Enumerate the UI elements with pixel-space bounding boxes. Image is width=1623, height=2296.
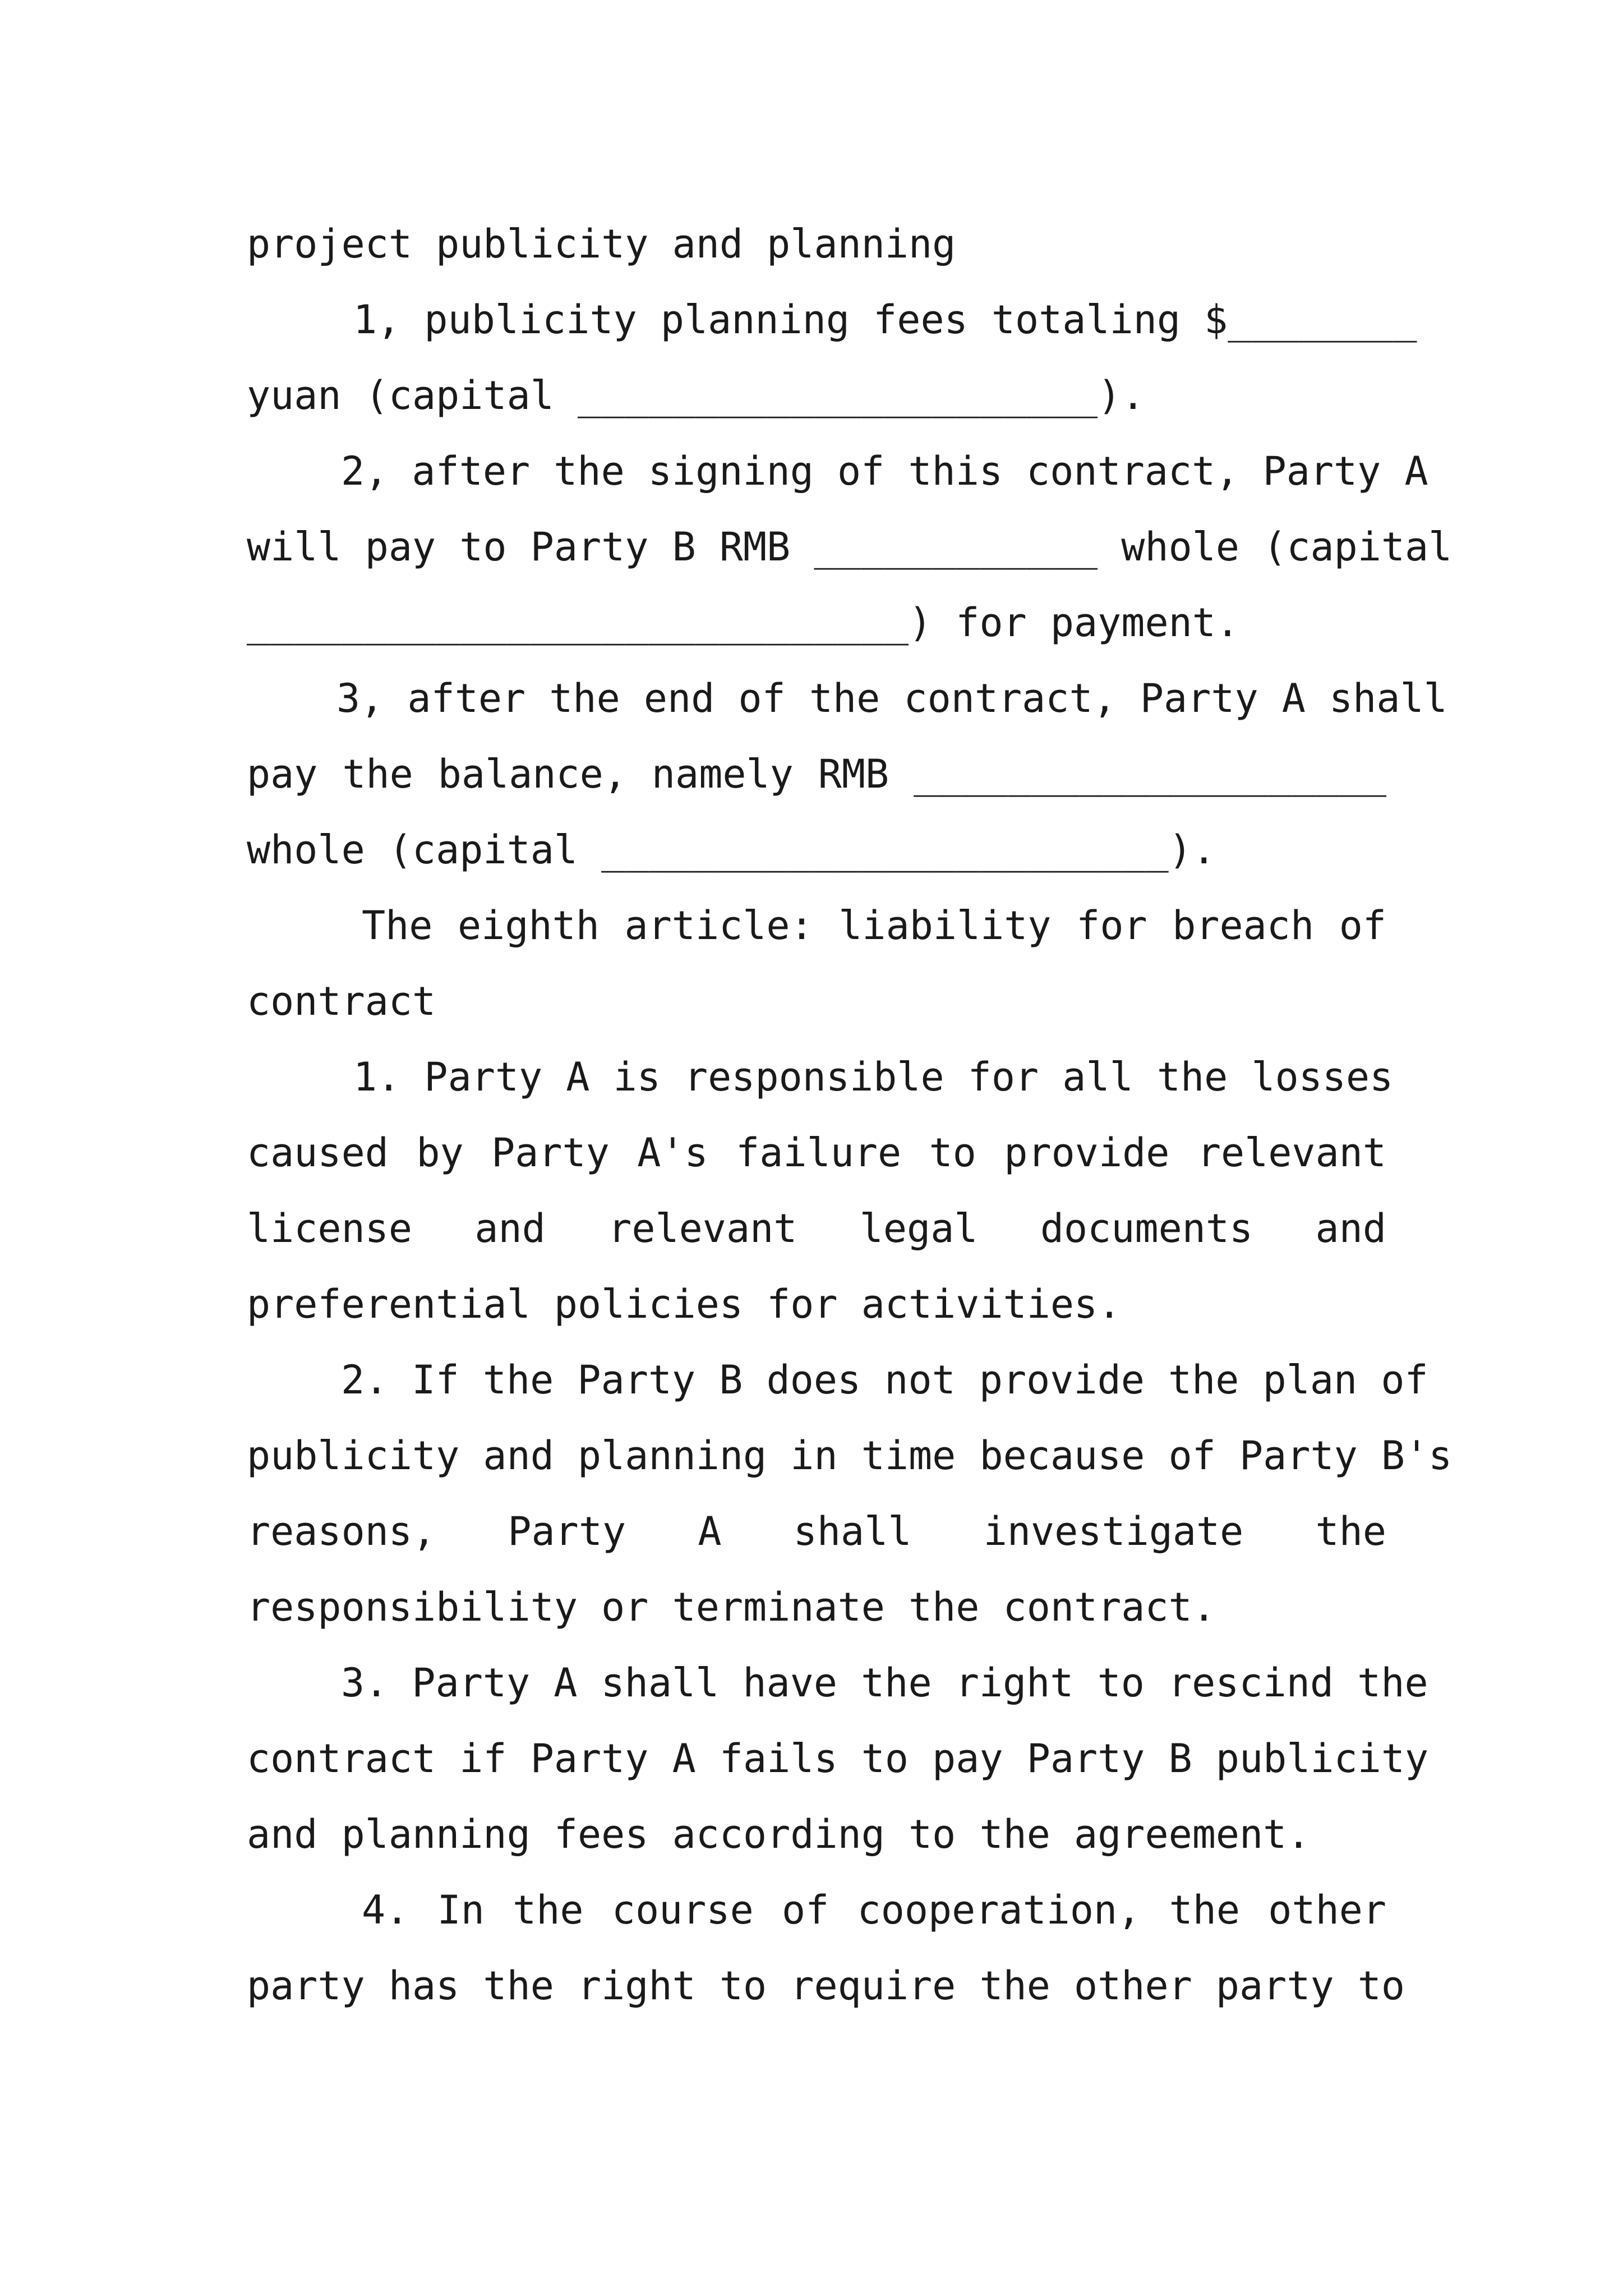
breach-3-line-2: contract if Party A fails to pay Party B publicity xyxy=(247,1736,1429,1782)
section-heading-continued: project publicity and planning xyxy=(247,221,956,267)
breach-1-line-3: license and relevant legal documents and xyxy=(247,1205,1386,1251)
article-8-heading-line-1: The eighth article: liability for breach of xyxy=(362,903,1386,949)
item-3-line-1: 3, after the end of the contract, Party A shall xyxy=(336,675,1447,721)
item-3-line-2: pay the balance, namely RMB ____________________ xyxy=(247,751,1386,797)
breach-3-line-3: and planning fees according to the agreement. xyxy=(247,1811,1311,1857)
item-3-line-3: whole (capital ________________________). xyxy=(247,827,1216,873)
item-2-line-3: ____________________________) for payment. xyxy=(247,600,1240,646)
article-8-heading-line-2: contract xyxy=(247,978,436,1024)
breach-2-line-3: reasons, Party A shall investigate the xyxy=(247,1508,1386,1554)
breach-3-line-1: 3. Party A shall have the right to rescind the xyxy=(341,1660,1428,1706)
item-1-line-1: 1, publicity planning fees totaling $________ xyxy=(353,297,1417,343)
breach-2-line-1: 2. If the Party B does not provide the plan of xyxy=(341,1357,1428,1403)
breach-2-line-4: responsibility or terminate the contract. xyxy=(247,1584,1216,1630)
breach-4-line-1: 4. In the course of cooperation, the other xyxy=(362,1887,1386,1933)
item-2-line-2: will pay to Party B RMB ____________ whole (capital xyxy=(247,524,1453,570)
item-1-line-2: yuan (capital ______________________). xyxy=(247,372,1145,418)
breach-1-line-4: preferential policies for activities. xyxy=(247,1281,1122,1327)
breach-1-line-1: 1. Party A is responsible for all the losses xyxy=(353,1054,1394,1100)
item-2-line-1: 2, after the signing of this contract, Party A xyxy=(341,448,1428,494)
breach-4-line-2: party has the right to require the other party to xyxy=(247,1963,1405,2009)
breach-1-line-2: caused by Party A's failure to provide relevant xyxy=(247,1130,1386,1176)
breach-2-line-2: publicity and planning in time because of Party B's xyxy=(247,1433,1453,1479)
